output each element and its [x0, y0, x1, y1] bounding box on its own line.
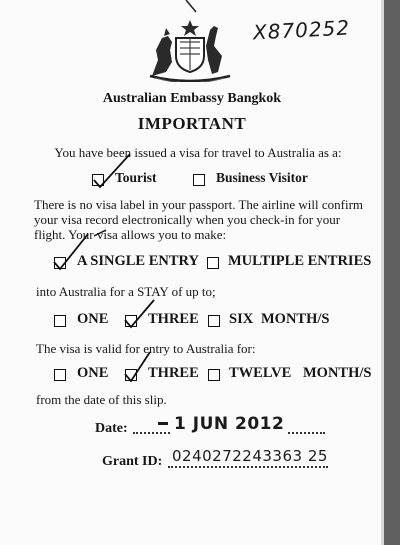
from-line: from the date of this slip. [36, 392, 167, 407]
stay-three-checkbox[interactable] [125, 315, 137, 327]
tourist-label: Tourist [115, 170, 157, 185]
notice-text [34, 197, 363, 242]
valid-unit-label: MONTH/S [303, 365, 372, 381]
business-visitor-label: Business Visitor [216, 170, 308, 185]
valid-three-label: THREE [148, 365, 199, 381]
coat-of-arms-emblem [142, 16, 238, 82]
grant-id-dotted-line [168, 466, 328, 468]
page-heading: IMPORTANT [137, 114, 247, 133]
stay-unit-label: MONTH/S [261, 311, 330, 327]
valid-one-label: ONE [77, 365, 109, 381]
grant-id-value: 0240272243363 25 [172, 447, 328, 465]
stay-one-label: ONE [77, 311, 109, 327]
multiple-entries-checkbox[interactable] [207, 257, 219, 269]
date-value: 1 JUN 2012 [174, 414, 285, 434]
business-visitor-checkbox[interactable] [193, 174, 205, 186]
notice-line: flight. Your visa allows you to make: [34, 227, 227, 242]
valid-twelve-label: TWELVE [229, 365, 292, 381]
pen-stroke [184, 0, 198, 14]
notice-line: There is no visa label in your passport. The airline will confirm [34, 197, 364, 212]
valid-twelve-checkbox[interactable] [208, 369, 220, 381]
stay-six-checkbox[interactable] [208, 315, 220, 327]
embassy-name: Australian Embassy Bangkok [102, 91, 282, 106]
stay-six-label: SIX [229, 311, 254, 327]
valid-one-checkbox[interactable] [54, 369, 66, 381]
stay-line: into Australia for a STAY of up to; [36, 284, 216, 299]
stay-one-checkbox[interactable] [54, 315, 66, 327]
tourist-checkbox[interactable] [92, 174, 104, 186]
date-label: Date: [95, 421, 128, 436]
single-entry-checkbox[interactable] [54, 257, 66, 269]
multiple-entries-label: MULTIPLE ENTRIES [228, 253, 372, 269]
intro-line: You have been issued a visa for travel to Australia as a: [54, 145, 342, 160]
single-entry-label: A SINGLE ENTRY [77, 253, 199, 269]
grant-id-label: Grant ID: [102, 454, 163, 469]
stay-three-label: THREE [148, 311, 199, 327]
serial-number: X870252 [252, 15, 351, 45]
valid-three-checkbox[interactable] [125, 369, 137, 381]
date-dash [158, 422, 168, 425]
validity-line: The visa is valid for entry to Australia for: [36, 341, 256, 356]
notice-line: your visa record electronically when you check-in for your [34, 212, 341, 227]
